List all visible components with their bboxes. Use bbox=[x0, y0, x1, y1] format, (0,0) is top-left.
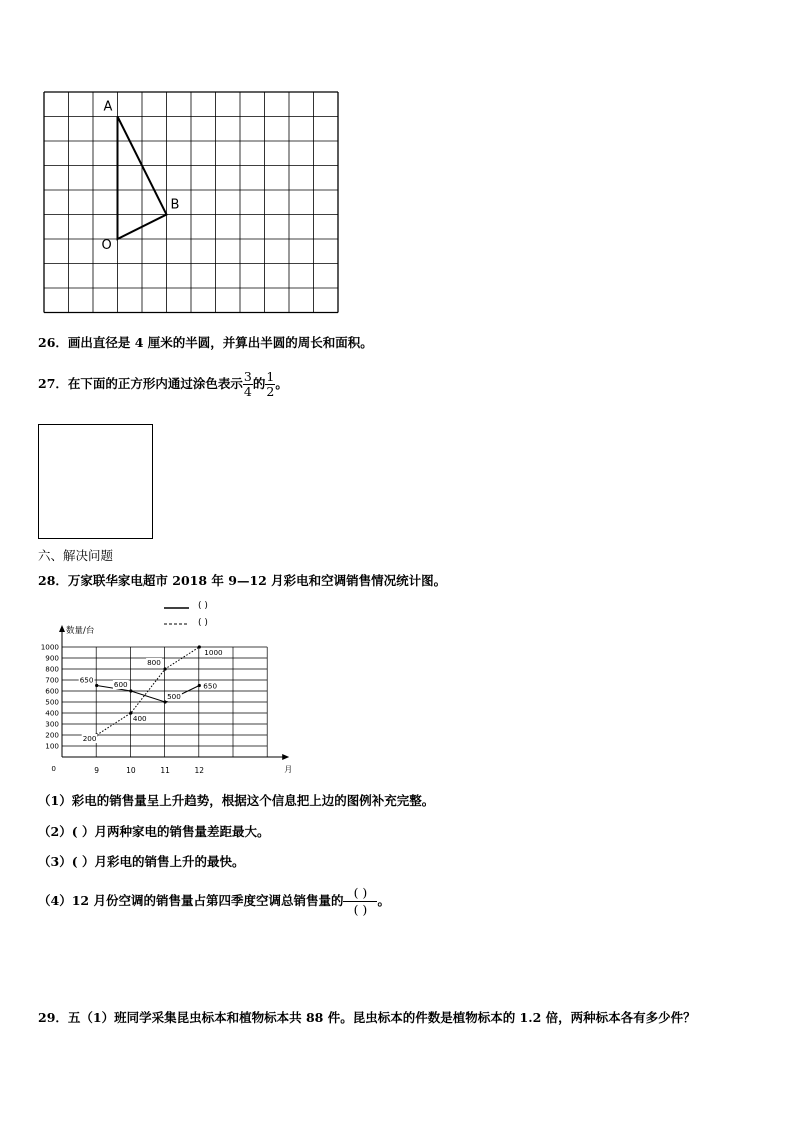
section-title: 六、解决问题 bbox=[38, 548, 114, 563]
data-label: 1000 bbox=[204, 648, 223, 657]
x-tick-label: 12 bbox=[194, 766, 205, 775]
question-27 bbox=[38, 370, 288, 399]
q27-suffix: 。 bbox=[275, 376, 288, 391]
y-axis-arrow bbox=[59, 625, 65, 632]
answer-square[interactable] bbox=[38, 424, 153, 539]
q27-mid: 的 bbox=[252, 376, 266, 391]
y-tick-label: 1000 bbox=[40, 642, 59, 652]
data-point bbox=[95, 684, 98, 687]
data-label: 800 bbox=[147, 658, 161, 667]
y-tick-label: 800 bbox=[45, 664, 59, 674]
data-point bbox=[198, 645, 201, 648]
y-axis-label: 数量/台 bbox=[66, 626, 95, 636]
fraction-one-half bbox=[265, 370, 275, 399]
data-point bbox=[198, 684, 201, 687]
question-28-part-3: （3）( ）月彩电的销售上升的最快。 bbox=[38, 854, 245, 869]
q27-prefix: 27．在下面的正方形内通过涂色表示 bbox=[38, 376, 243, 391]
question-28-part-1: （1）彩电的销售量呈上升趋势，根据这个信息把上边的图例补充完整。 bbox=[38, 793, 435, 808]
y-tick-label: 900 bbox=[45, 653, 59, 663]
y-tick-label: 0 bbox=[51, 764, 56, 773]
y-tick-label: 600 bbox=[45, 686, 59, 696]
q28-4-suffix: 。 bbox=[377, 893, 390, 908]
x-tick-label: 11 bbox=[160, 766, 170, 775]
question-28-part-2: （2）( ）月两种家电的销售量差距最大。 bbox=[38, 824, 270, 839]
fraction-numerator: 1 bbox=[266, 369, 275, 384]
legend-blank-2[interactable]: ( ) bbox=[198, 618, 208, 628]
y-tick-label: 100 bbox=[45, 741, 59, 751]
y-tick-label: 400 bbox=[45, 708, 59, 718]
data-label: 400 bbox=[132, 714, 147, 723]
x-tick-label: 10 bbox=[126, 766, 136, 775]
fraction-numerator: ( ) bbox=[343, 885, 377, 902]
line-chart bbox=[36, 620, 293, 778]
fraction-denominator: ( ) bbox=[353, 902, 368, 917]
point-label: A bbox=[103, 99, 113, 115]
y-tick-label: 700 bbox=[45, 675, 59, 685]
question-28: 28．万家联华家电超市 2018 年 9—12 月彩电和空调销售情况统计图。 bbox=[38, 573, 447, 588]
x-tick-label: 9 bbox=[94, 766, 100, 775]
series-line-solid bbox=[97, 686, 200, 703]
fraction-numerator: 3 bbox=[243, 369, 252, 384]
fraction-three-quarters bbox=[243, 370, 253, 399]
q28-4-prefix: （4）12 月份空调的销售量占第四季度空调总销售量的 bbox=[38, 893, 344, 908]
point-label: O bbox=[101, 238, 112, 253]
x-axis-label: 月 bbox=[284, 765, 293, 774]
data-point bbox=[129, 689, 132, 692]
answer-fraction[interactable] bbox=[343, 885, 377, 918]
fraction-denominator: 2 bbox=[266, 384, 275, 399]
data-label: 200 bbox=[82, 734, 97, 743]
point-label: B bbox=[170, 197, 180, 213]
data-label: 500 bbox=[167, 692, 181, 701]
fraction-denominator: 4 bbox=[243, 384, 252, 399]
question-29: 29．五（1）班同学采集昆虫标本和植物标本共 88 件。昆虫标本的件数是植物标本的 1.2 倍，两种标本各有多少件？ bbox=[38, 1010, 696, 1025]
x-axis-arrow bbox=[282, 754, 289, 760]
data-label: 650 bbox=[79, 675, 94, 685]
y-tick-label: 200 bbox=[45, 730, 59, 740]
grid-lines bbox=[44, 92, 338, 313]
data-label: 650 bbox=[203, 681, 218, 691]
y-tick-label: 500 bbox=[45, 697, 59, 707]
data-point bbox=[164, 667, 167, 670]
question-28-part-4 bbox=[38, 885, 390, 918]
y-tick-label: 300 bbox=[45, 719, 59, 729]
grid-figure bbox=[40, 88, 342, 314]
data-label: 600 bbox=[113, 680, 128, 689]
legend-blank-1[interactable]: ( ) bbox=[198, 601, 208, 611]
question-26: 26．画出直径是 4 厘米的半圆，并算出半圆的周长和面积。 bbox=[38, 335, 373, 350]
triangle-figure bbox=[102, 100, 180, 254]
